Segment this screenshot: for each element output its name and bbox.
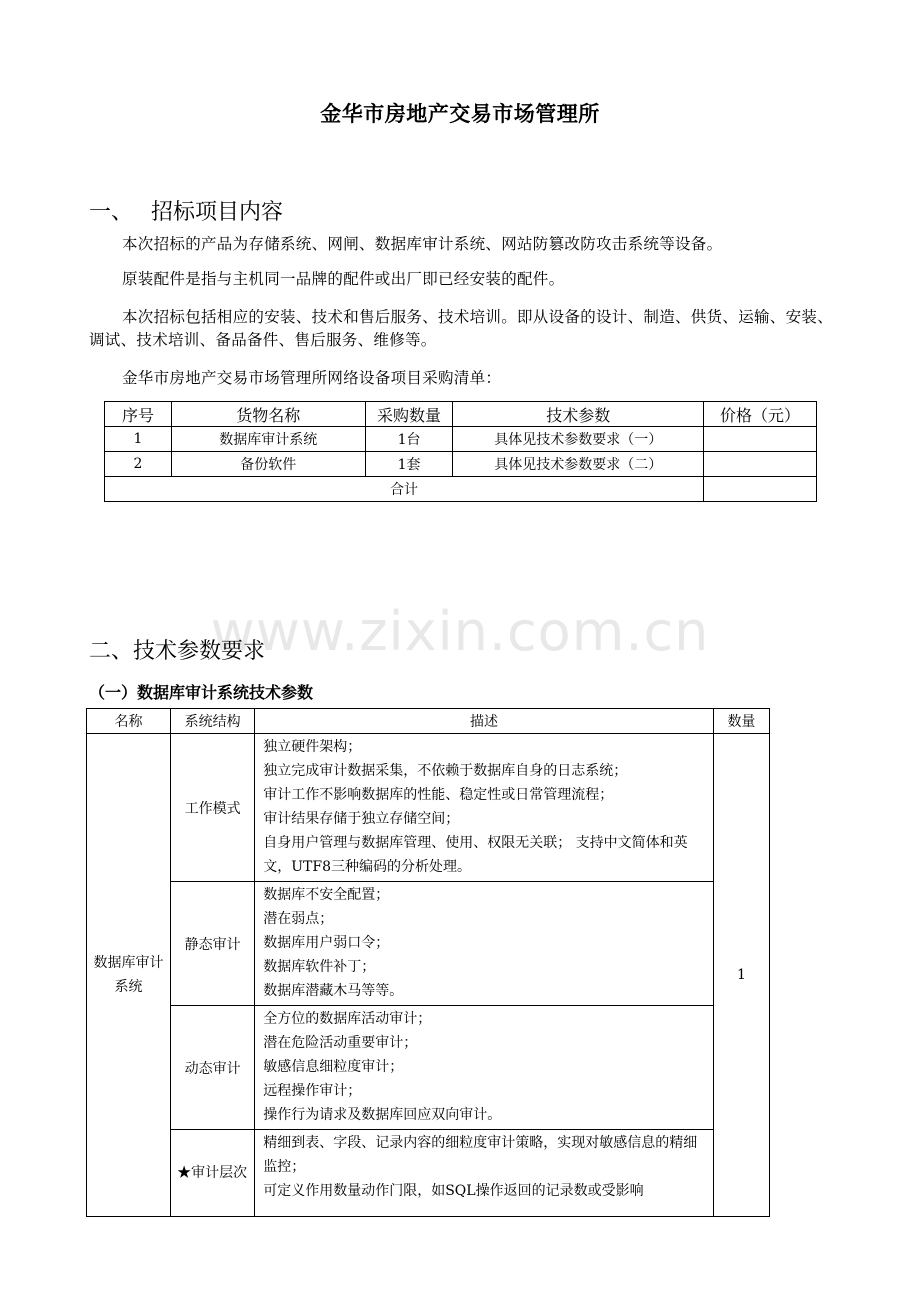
paragraph-accessories: 原装配件是指与主机同一品牌的配件或出厂即已经安装的配件。 [122,270,565,288]
description-line: 审计结果存储于独立存储空间； [263,811,460,827]
table-row [105,452,817,477]
description-cell [255,734,714,882]
section-2-heading: 二、技术参数要求 [89,639,266,664]
col-header: 系统结构 [171,709,255,734]
watermark: www.zixin.com.cn [210,600,710,663]
table-cell: 1台 [365,427,453,452]
table-cell: 备份软件 [171,452,365,477]
col-header: 描述 [255,709,714,734]
quantity-cell: 1 [713,734,769,1217]
description-line: 敏感信息细粒度审计； [263,1059,404,1075]
description-line: 潜在弱点； [263,911,334,927]
section-1-title: 招标项目内容 [151,200,284,225]
structure-cell: 工作模式 [171,734,255,882]
table-cell: 1 [105,427,172,452]
table-row [105,427,817,452]
spec-row-work-mode [87,734,770,882]
description-cell [255,1006,714,1130]
col-header: 序号 [105,402,172,427]
system-name-cell: 数据库审计系统 [87,734,171,1217]
col-header: 货物名称 [171,402,365,427]
col-header: 技术参数 [453,402,704,427]
total-value [704,477,817,502]
description-line: 数据库软件补丁； [263,959,376,975]
description-line: 全方位的数据库活动审计； [263,1011,432,1027]
table-cell: 1套 [365,452,453,477]
document-title: 金华市房地产交易市场管理所 [320,101,600,126]
procurement-table [104,401,817,502]
paragraph-products: 本次招标的产品为存储系统、网闸、数据库审计系统、网站防篡改防攻击系统等设备。 [122,235,723,253]
procurement-header-row [105,402,817,427]
col-header: 名称 [87,709,171,734]
spec-header-row [87,709,770,734]
spec-table [86,708,770,1217]
paragraph-list-intro: 金华市房地产交易市场管理所网络设备项目采购清单： [122,369,502,387]
description-line: 数据库潜藏木马等等。 [263,983,404,999]
description-line: 潜在危险活动重要审计； [263,1035,418,1051]
description-line: 审计工作不影响数据库的性能、稳定性或日常管理流程； [263,787,614,803]
structure-cell: 动态审计 [171,1006,255,1130]
table-cell [704,452,817,477]
description-line: 操作行为请求及数据库回应双向审计。 [263,1107,502,1123]
spec-row-static-audit [87,882,770,1006]
table-cell: 数据库审计系统 [171,427,365,452]
subsection-heading: （一）数据库审计系统技术参数 [89,683,314,702]
description-line: 数据库不安全配置； [263,887,390,903]
col-header: 采购数量 [365,402,453,427]
table-cell [704,427,817,452]
table-cell: 具体见技术参数要求（一） [453,427,704,452]
description-cell [255,882,714,1006]
description-line: 可定义作用数量动作门限，如SQL操作返回的记录数或受影响 [263,1183,644,1199]
description-line: 独立硬件架构； [263,739,362,755]
total-row [105,477,817,502]
section-1-number: 一、 [89,200,134,225]
total-label: 合计 [105,477,704,502]
spec-row-audit-level [87,1130,770,1217]
col-header: 价格（元） [704,402,817,427]
structure-cell: 静态审计 [171,882,255,1006]
paragraph-services: 本次招标包括相应的安装、技术和售后服务、技术培训。即从设备的设计、制造、供货、运输、安装、调试、技术培训、备品备件、售后服务、维修等。 [89,308,834,349]
col-header: 数量 [713,709,769,734]
description-line: 精细到表、字段、记录内容的细粒度审计策略，实现对敏感信息的精细监控； [263,1135,698,1175]
table-cell: 2 [105,452,172,477]
description-line: 数据库用户弱口令； [263,935,390,951]
description-line: 自身用户管理与数据库管理、使用、权限无关联； 支持中文简体和英文，UTF8三种编码的分析处理。 [263,835,688,875]
description-line: 独立完成审计数据采集，不依赖于数据库自身的日志系统； [263,763,628,779]
spec-row-dynamic-audit [87,1006,770,1130]
description-line: 远程操作审计； [263,1083,362,1099]
table-cell: 具体见技术参数要求（二） [453,452,704,477]
description-cell [255,1130,714,1217]
structure-cell: ★审计层次 [171,1130,255,1217]
section-1-heading [89,195,283,226]
